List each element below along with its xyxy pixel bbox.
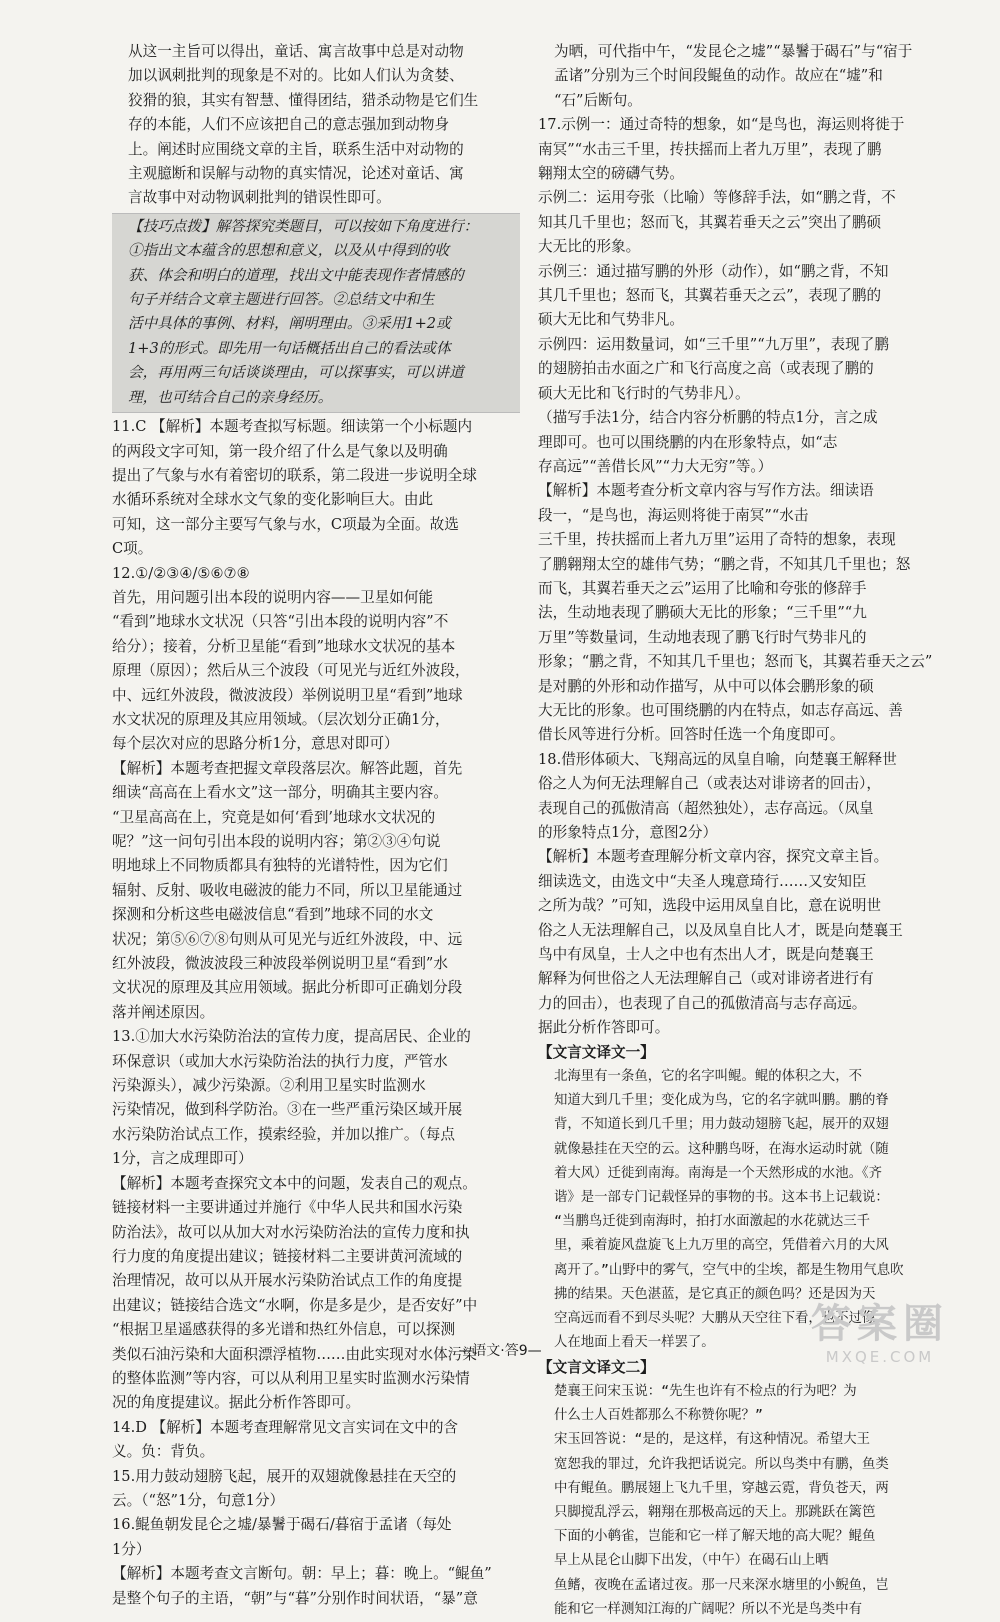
watermark-url: MXQE.COM xyxy=(825,1348,935,1366)
text-line: 获、体会和明白的道理，找出文中能表现作者情感的 xyxy=(128,266,464,284)
text-line: 楚襄王问宋玉说：“先生也许有不检点的行为吧？为 xyxy=(554,1383,857,1399)
text-line: 背，不知道长到几千里；用力鼓动翅膀飞起，展开的双翅 xyxy=(554,1117,889,1133)
text-line: 万里”等数量词，生动地表现了鹏飞行时气势非凡的 xyxy=(538,628,867,646)
text-line: 加以讽刺批判的现象是不对的。比如人们认为贪婪、 xyxy=(128,67,464,85)
text-line: 着大风）迁徙到南海。南海是一个天然形成的水池。《齐 xyxy=(554,1165,883,1181)
text-line: 云。（“怒”1分，句意1分） xyxy=(112,1491,285,1509)
text-line: 水污染防治试点工作，摸索经验，并加以推广。（每点 xyxy=(112,1125,455,1143)
text-line: 16.鲲鱼朝发昆仑之墟/暴鬐于碣石/暮宿于孟诸（每处 xyxy=(112,1516,452,1534)
text-line: 给分）；接着，分析卫星能“看到”地球水文状况的基本 xyxy=(112,637,456,655)
text-line: 【解析】本题考查文言断句。朝：早上；暮：晚上。“鲲鱼” xyxy=(112,1565,492,1583)
text-line: 提出了气象与水有着密切的联系，第二段进一步说明全球 xyxy=(112,466,477,484)
text-line: 翱翔太空的磅礴气势。 xyxy=(538,165,684,183)
text-line: （描写手法1分，结合内容分析鹏的特点1分，言之成 xyxy=(538,409,878,427)
text-line: 【解析】本题考查把握文章段落层次。解答此题，首先 xyxy=(112,759,463,777)
text-line: 北海里有一条鱼，它的名字叫鲲。鲲的体积之大，不 xyxy=(554,1069,862,1085)
text-line: 理即可。也可以围绕鹏的内在形象特点，如“志 xyxy=(538,433,838,451)
text-line: 知其几千里也；怒而飞，其翼若垂天之云”突出了鹏硕 xyxy=(538,213,882,231)
text-line: 每个层次对应的思路分析1分，意思对即可） xyxy=(112,735,399,753)
answer-18 xyxy=(538,748,958,1041)
text-line: 硕大无比和气势非凡。 xyxy=(538,311,684,329)
text-line: 水文状况的原理及其应用领域。（层次划分正确1分， xyxy=(112,710,450,728)
translation-1-heading: 【文言文译文一】 xyxy=(538,1043,655,1061)
text-line: 12.①/②③④/⑤⑥⑦⑧ xyxy=(112,564,250,582)
text-line: 【解析】本题考查理解分析文章内容，探究文章主旨。 xyxy=(538,848,889,866)
translation-2 xyxy=(538,1380,958,1622)
text-line: 空高远而看不到尽头呢？大鹏从天空往下看，也不过像 xyxy=(554,1311,876,1327)
text-line: 形象；“鹏之背，不知其几千里也；怒而飞，其翼若垂天之云” xyxy=(538,653,933,671)
text-line: “卫星高高在上，究竟是如何‘看到’地球水文状况的 xyxy=(112,808,436,826)
text-line: 法，生动地表现了鹏硕大无比的形象；“三千里”“九 xyxy=(538,604,867,622)
text-line: 污染源头），减少污染源。②利用卫星实时监测水 xyxy=(112,1077,426,1095)
text-line: 【解析】本题考查分析文章内容与写作方法。细读语 xyxy=(538,482,874,500)
text-line: 从这一主旨可以得出，童话、寓言故事中总是对动物 xyxy=(128,43,464,60)
text-line: 17.示例一：通过奇特的想象，如“是鸟也，海运则将徙于 xyxy=(538,116,905,134)
text-line: 为晒，可代指中午，“发昆仑之墟”“暴鬐于碣石”与“宿于 xyxy=(554,43,913,60)
text-line: 水循环系统对全球水文气象的变化影响巨大。由此 xyxy=(112,491,434,509)
text-line: 环保意识（或加大水污染防治法的执行力度，严管水 xyxy=(112,1052,448,1070)
text-line: 况的角度提建议。据此分析作答即可。 xyxy=(112,1394,361,1412)
text-line: 借长风等进行分析。回答时任选一个角度即可。 xyxy=(538,726,845,744)
text-line: 防治法》，故可以从加大对水污染防治法的宣传力度和执 xyxy=(112,1223,470,1241)
left-column xyxy=(112,40,520,1611)
text-line: 是对鹏的外形和动作描写，从中可以体会鹏形象的硕 xyxy=(538,677,874,695)
text-line: 的形象特点1分，意图2分） xyxy=(538,824,718,841)
text-line: 言故事中对动物讽刺批判的错误性即可。 xyxy=(128,189,391,207)
text-line: 存高远”“善借长风”“力大无穷”等。） xyxy=(538,457,773,475)
text-line: 义。负：背负。 xyxy=(112,1443,215,1461)
text-line: 只脚搅乱浮云，翱翔在那极高远的天上。那跳跃在篱笆 xyxy=(554,1504,876,1520)
watermark-text: 答案圈 xyxy=(811,1301,949,1347)
text-line: 俗之人为何无法理解自己（或表达对诽谤者的回击）， xyxy=(538,775,881,793)
text-line: 链接材料一主要讲通过并施行《中华人民共和国水污染 xyxy=(112,1199,463,1217)
text-line: 落并阐述原因。 xyxy=(112,1003,215,1021)
text-line: 了鹏翱翔太空的雄伟气势；“鹏之背，不知其几千里也；怒 xyxy=(538,555,911,573)
text-line: 15.用力鼓动翅膀飞起，展开的双翅就像悬挂在天空的 xyxy=(112,1467,457,1485)
text-line: 力的回击），也表现了自己的孤傲清高与志存高远。 xyxy=(538,994,867,1012)
text-line: 示例四：运用数量词，如“三千里”“九万里”，表现了鹏 xyxy=(538,335,889,353)
text-line: 其几千里也；怒而飞，其翼若垂天之云”，表现了鹏的 xyxy=(538,287,882,305)
text-line: 狡猾的狼，其实有智慧、懂得团结，猎杀动物是它们生 xyxy=(128,91,479,109)
answer-11 xyxy=(112,415,520,561)
answer-12 xyxy=(112,562,520,1026)
text-line: 段一，“是鸟也，海运则将徙于南冥”“水击 xyxy=(538,506,809,524)
text-line: 探测和分析这些电磁波信息“看到”地球不同的水文 xyxy=(112,906,434,924)
text-line: 大无比的形象。也可围绕鹏的内在特点，如志存高远、善 xyxy=(538,701,903,719)
text-line: 首先，用问题引出本段的说明内容——卫星如何能 xyxy=(112,588,434,606)
page-footer: —语文·答9— xyxy=(458,1343,542,1359)
text-line: 理，也可结合自己的亲身经历。 xyxy=(128,388,333,406)
text-line: 治理情况，故可以从开展水污染防治试点工作的角度提 xyxy=(112,1272,463,1290)
text-line: 大无比的形象。 xyxy=(538,238,641,256)
text-line: 拂的结果。天色湛蓝，是它真正的颜色吗？还是因为天 xyxy=(554,1286,876,1302)
text-line: 细读选文，由选文中“夫圣人瑰意琦行……又安知臣 xyxy=(538,872,867,890)
text-line: 【解析】本题考查探究文本中的问题，发表自己的观点。 xyxy=(112,1174,477,1192)
text-line: 的整体监测”等内容，可以从利用卫星实时监测水污染情 xyxy=(112,1369,470,1387)
text-line: 【技巧点拨】解答探究类题目，可以按如下角度进行： xyxy=(128,217,479,235)
text-line: 下面的小鹌雀，岂能和它一样了解天地的高大呢？鲲鱼 xyxy=(554,1529,876,1545)
text-line: ①指出文本蕴含的思想和意义，以及从中得到的收 xyxy=(128,242,450,260)
text-line: 示例二：运用夸张（比喻）等修辞手法，如“鹏之背，不 xyxy=(538,189,896,207)
text-line: 11.C 【解析】本题考查拟写标题。细读第一个小标题内 xyxy=(112,418,473,436)
text-line: 宽恕我的罪过，允许我把话说完。所以鸟类中有鹏，鱼类 xyxy=(554,1456,889,1472)
text-line: 细读“高高在上看水文”这一部分，明确其主要内容。 xyxy=(112,784,448,802)
text-line: 出建议；链接结合选文“水啊，你是多是少，是否安好”中 xyxy=(112,1296,478,1314)
text-line: 1分，言之成理即可） xyxy=(112,1150,253,1168)
text-line: 状况；第⑤⑥⑦⑧句则从可见光与近红外波段，中、远 xyxy=(112,930,463,948)
q16-continuation xyxy=(538,40,958,113)
text-line: “当鹏鸟迁徙到南海时，拍打水面激起的水花就达三千 xyxy=(554,1214,871,1230)
text-line: 1分） xyxy=(112,1540,151,1558)
text-line: 鱼鳍，夜晚在孟诸过夜。那一尺来深水塘里的小鲵鱼，岂 xyxy=(554,1577,889,1593)
text-line: 三千里，抟扶摇而上者九万里”运用了奇特的想象，表现 xyxy=(538,531,896,549)
text-line: 硕大无比和飞行时的气势非凡）。 xyxy=(538,384,750,402)
text-line: 存的本能，人们不应该把自己的意志强加到动物身 xyxy=(128,116,450,134)
text-line: 文状况的原理及其应用领域。据此分析即可正确划分段 xyxy=(112,979,463,997)
answer-17 xyxy=(538,113,958,748)
text-line: 什么士人百姓都那么不称赞你呢？” xyxy=(554,1408,763,1424)
q10-continuation xyxy=(112,40,520,211)
text-line: 行力度的角度提出建议；链接材料二主要讲黄河流域的 xyxy=(112,1247,463,1265)
text-line: 谐》是一部专门记载怪异的事物的书。这本书上记载说： xyxy=(554,1190,889,1206)
text-line: 里，乘着旋风盘旋飞上九万里的高空，凭借着六月的大风 xyxy=(554,1238,889,1254)
text-line: 明地球上不同物质都具有独特的光谱特性，因为它们 xyxy=(112,857,448,875)
text-line: 红外波段，微波波段三种波段举例说明卫星“看到”水 xyxy=(112,955,448,973)
right-column xyxy=(538,40,958,1622)
text-line: 会，再用两三句话谈谈理由，可以探事实，可以讲道 xyxy=(128,364,464,382)
text-line: 18.借形体硕大、飞翔高远的凤皇自喻，向楚襄王解释世 xyxy=(538,750,897,768)
text-line: C项。 xyxy=(112,540,153,558)
text-line: 解释为何世俗之人无法理解自己（或对诽谤者进行有 xyxy=(538,970,874,988)
text-line: “石”后断句。 xyxy=(554,91,642,109)
text-line: 表现自己的孤傲清高（超然独处），志存高远。（凤皇 xyxy=(538,799,874,817)
text-line: 的两段文字可知，第一段介绍了什么是气象以及明确 xyxy=(112,442,448,460)
text-line: 的翅膀拍击水面之广和飞行高度之高（或表现了鹏的 xyxy=(538,360,874,378)
text-line: 能和它一样测知江海的广阔呢？所以不光是鸟类中有 xyxy=(554,1601,862,1617)
text-line: 可知，这一部分主要写气象与水，C项最为全面。故选 xyxy=(112,515,459,533)
text-line: 是整个句子的主语，“朝”与“暮”分别作时间状语，“暴”意 xyxy=(112,1589,478,1607)
text-line: 14.D 【解析】本题考查理解常见文言实词在文中的含 xyxy=(112,1418,459,1436)
text-line: 呢？”这一问句引出本段的说明内容；第②③④句说 xyxy=(112,833,441,850)
text-line: 主观臆断和误解与动物的真实情况，论述对童话、寓 xyxy=(128,165,464,183)
watermark-logo xyxy=(790,1300,970,1370)
text-line: 早上从昆仑山脚下出发，（中午）在碣石山上晒 xyxy=(554,1553,829,1569)
text-line: 中有鲲鱼。鹏展翅上飞九千里，穿越云霓，背负苍天，两 xyxy=(554,1480,889,1496)
text-line: 1+3的形式。即先用一句话概括出自己的看法或体 xyxy=(128,339,451,357)
text-line: 离开了。”山野中的雾气，空气中的尘埃，都是生物用气息吹 xyxy=(554,1262,904,1278)
text-line: “根据卫星遥感获得的多光谱和热红外信息，可以探测 xyxy=(112,1321,456,1339)
text-line: 辐射、反射、吸收电磁波的能力不同，所以卫星能通过 xyxy=(112,881,463,899)
text-line: 上。阐述时应围绕文章的主旨，联系生活中对动物的 xyxy=(128,140,464,158)
text-line: 污染情况，做到科学防治。③在一些严重污染区域开展 xyxy=(112,1101,463,1119)
answer-15 xyxy=(112,1465,520,1514)
text-line: 鸟中有凤皇，士人之中也有杰出人才，既是向楚襄王 xyxy=(538,946,874,964)
text-line: 就像悬挂在天空的云。这种鹏鸟呀，在海水运动时就（随 xyxy=(554,1141,889,1157)
text-line: 句子并结合文章主题进行回答。②总结文中和生 xyxy=(128,291,435,309)
text-line: 知道大到几千里；变化成为鸟，它的名字就叫鹏。鹏的脊 xyxy=(554,1093,889,1109)
text-line: 孟诸”分别为三个时间段鲲鱼的动作。故应在“墟”和 xyxy=(554,67,883,85)
translation-2-heading: 【文言文译文二】 xyxy=(538,1358,655,1376)
text-line: “看到”地球水文状况（只答“引出本段的说明内容”不 xyxy=(112,613,449,631)
text-line: 类似石油污染和大面积漂浮植物……由此实现对水体污染 xyxy=(112,1345,477,1363)
text-line: 宋玉回答说：“是的，是这样，有这种情况。希望大王 xyxy=(554,1432,871,1448)
text-line: 示例三：通过描写鹏的外形（动作），如“鹏之背，不知 xyxy=(538,262,889,280)
text-line: 而飞，其翼若垂天之云”运用了比喻和夸张的修辞手 xyxy=(538,579,867,597)
text-line: 人在地面上看天一样罢了。 xyxy=(554,1335,715,1351)
text-line: 13.①加大水污染防治法的宣传力度，提高居民、企业的 xyxy=(112,1028,471,1046)
text-line: 之所为哉？”可知，选段中运用凤皇自比，意在说明世 xyxy=(538,897,882,915)
text-line: 俗之人无法理解自己，以及凤皇自比人才，既是向楚襄王 xyxy=(538,921,903,939)
text-line: 活中具体的事例、材料，阐明理由。③采用1+2或 xyxy=(128,315,451,333)
text-line: 中、远红外波段，微波波段）举例说明卫星“看到”地球 xyxy=(112,686,463,704)
text-line: 南冥”“水击三千里，抟扶摇而上者九万里”，表现了鹏 xyxy=(538,140,882,158)
answer-16 xyxy=(112,1513,520,1611)
answer-14 xyxy=(112,1416,520,1465)
text-line: 原理（原因）；然后从三个波段（可见光与近红外波段， xyxy=(112,662,470,680)
technique-tip-box xyxy=(112,213,520,413)
text-line: 据此分析作答即可。 xyxy=(538,1019,670,1037)
